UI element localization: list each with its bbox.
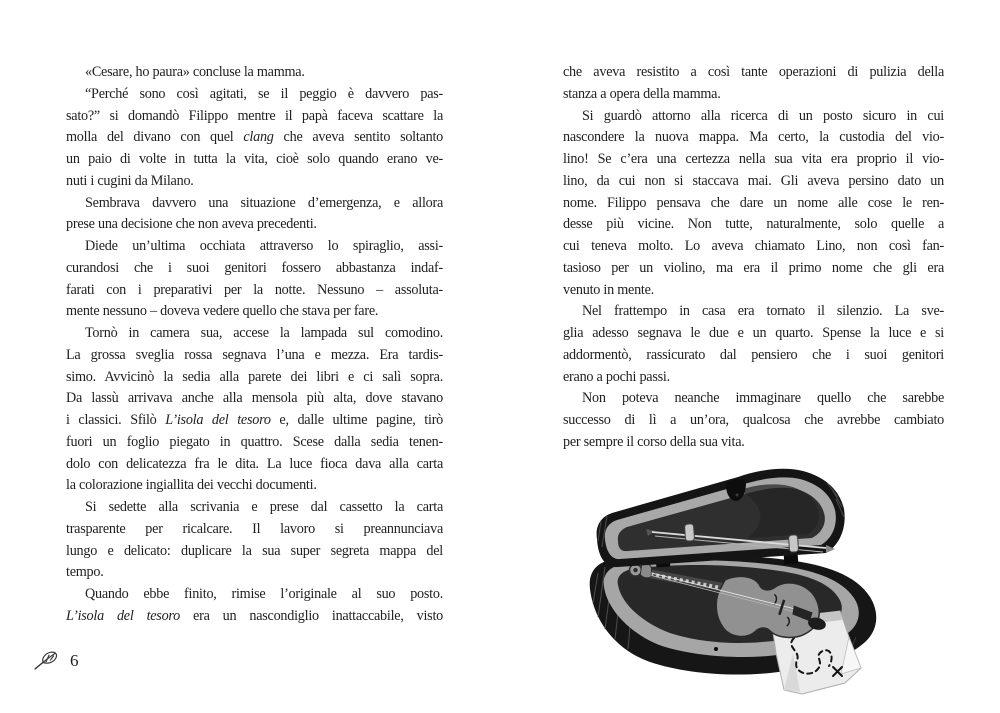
text-segment: tempo.	[66, 564, 104, 581]
text-line	[66, 214, 443, 236]
text-line	[563, 432, 944, 454]
text-line	[66, 367, 443, 389]
text-segment: mente nessuno – doveva vedere quello che stava per fare.	[66, 303, 379, 320]
text-line	[563, 193, 944, 215]
text-segment: stanza a opera della mamma.	[563, 85, 721, 102]
text-line	[563, 410, 944, 432]
text-line	[563, 280, 944, 302]
italic-text: L’isola del tesoro	[66, 607, 181, 624]
text-line	[66, 171, 443, 193]
text-segment: Diede un’ultima occhiata attraverso lo spiraglio, assi-	[85, 238, 443, 254]
text-line	[66, 236, 443, 258]
text-line	[66, 541, 443, 563]
text-segment: “Perché sono così agitati, se il peggio è davvero pas-	[85, 85, 443, 102]
text-segment: nascondere la nuova mappa. Ma certo, la custodia del vio-	[563, 129, 944, 146]
text-segment: sato?” si domandò Filippo mentre il papà faceva scattare la	[66, 107, 443, 124]
text-segment: cui teneva molto. Lo aveva chiamato Lino, non così fan-	[563, 238, 944, 254]
text-line	[563, 388, 944, 410]
text-line	[66, 323, 443, 345]
text-segment: desse più vicine. Non tutte, naturalmente, solo quelle a	[563, 216, 944, 233]
text-line	[563, 301, 944, 323]
text-line	[66, 562, 443, 584]
text-segment: Tornò in camera sua, accese la lampada sul comodino.	[85, 325, 443, 341]
case-lid	[597, 469, 845, 567]
italic-text: clang	[243, 129, 274, 146]
text-segment: era un nascondiglio inattaccabile, visto	[180, 607, 443, 624]
text-segment: «Cesare, ho paura» concluse la mamma.	[85, 64, 305, 80]
text-line	[66, 497, 443, 519]
text-line	[66, 475, 443, 497]
text-segment: che aveva resistito a così tante operazioni di pulizia della	[563, 64, 944, 80]
text-segment: i classici. Sfilò	[66, 412, 166, 428]
text-segment: Si sedette alla scrivania e prese dal cassetto la carta	[85, 499, 443, 515]
right-page-text-column	[563, 62, 944, 454]
page-footer	[33, 649, 79, 672]
text-line	[563, 127, 944, 149]
text-segment: Quando ebbe finito, rimise l’originale al suo posto.	[85, 586, 443, 602]
text-segment: lino! Se c’era una certezza nella sua vita era proprio il vio-	[563, 151, 944, 167]
text-segment: Sembrava davvero una situazione d’emergenza, e allora	[85, 194, 443, 211]
text-segment: La grossa sveglia rossa segnava l’una e mezza. Era tardis-	[66, 346, 443, 363]
text-segment: glia adesso segnava le due e un quarto. Spense la luce e si	[563, 325, 944, 341]
text-segment: curandosi che i suoi genitori fossero abbastanza indaf-	[66, 259, 443, 276]
text-segment: fuori un foglio piegato in quattro. Scese dalla sedia tenen-	[66, 433, 443, 450]
text-line	[563, 84, 944, 106]
text-line	[66, 149, 443, 171]
text-line	[66, 106, 443, 128]
text-line	[66, 519, 443, 541]
text-line	[66, 193, 443, 215]
text-segment: prese una decisione che non aveva precedenti.	[66, 216, 317, 233]
text-line	[66, 432, 443, 454]
text-line	[66, 301, 443, 323]
text-segment: molla del divano con quel	[66, 129, 244, 146]
text-line	[563, 345, 944, 367]
text-segment: lungo e delicato: duplicare la sua super segreta mappa del	[66, 542, 443, 559]
text-segment: nuti i cugini da Milano.	[66, 172, 194, 189]
text-segment: per sempre il corso della sua vita.	[563, 433, 745, 450]
text-segment: Nel frattempo in casa era tornato il silenzio. La sve-	[582, 303, 944, 320]
text-segment: nome. Filippo pensava che dare un nome alle cose le ren-	[563, 194, 944, 211]
page-number: 6	[70, 650, 79, 670]
text-line	[66, 258, 443, 280]
text-segment: Da lassù arrivava anche alla mensola più alta, dove stavano	[66, 390, 443, 407]
text-segment: venuto in mente.	[563, 281, 654, 298]
text-line	[66, 280, 443, 302]
text-line	[66, 410, 443, 432]
left-page-text-column	[66, 62, 443, 628]
text-line	[66, 345, 443, 367]
text-line	[66, 84, 443, 106]
text-segment: dolo con delicatezza fra le dita. La luce fioca dava alla carta	[66, 455, 443, 472]
text-segment: e, dalle ultime pagine, tirò	[270, 412, 444, 428]
text-segment: successo di lì a un’ora, qualcosa che avrebbe cambiato	[563, 412, 944, 428]
text-segment: lino, da cui non si staccava mai. Gli aveva persino dato un	[563, 172, 944, 189]
text-segment: che aveva sentito soltanto	[273, 129, 443, 146]
text-line	[563, 323, 944, 345]
text-line	[563, 214, 944, 236]
text-line	[563, 236, 944, 258]
violin-case-illustration	[588, 461, 893, 706]
text-segment: simo. Avvicinò la sedia alla parete dei libri e ci salì sopra.	[66, 368, 443, 385]
text-segment: Non poteva neanche immaginare quello che sarebbe	[582, 390, 944, 407]
text-line	[66, 584, 443, 606]
text-segment: erano a pochi passi.	[563, 368, 670, 385]
text-line	[563, 367, 944, 389]
text-line	[66, 454, 443, 476]
text-segment: farati con i preparativi per la notte. Nessuno – assoluta-	[66, 281, 443, 298]
text-line	[66, 127, 443, 149]
text-segment: tasioso per un violino, ma era il primo nome che gli era	[563, 259, 944, 276]
text-line	[563, 106, 944, 128]
text-line	[563, 62, 944, 84]
text-line	[66, 62, 443, 84]
text-segment: addormentò, rassicurato dal pensiero che i suoi genitori	[563, 346, 944, 363]
text-line	[563, 149, 944, 171]
text-line	[66, 388, 443, 410]
text-line	[66, 606, 443, 628]
text-line	[563, 258, 944, 280]
text-segment: un paio di volte in tutta la vita, cioè solo quando erano ve-	[66, 151, 443, 167]
text-segment: la colorazione ingiallita dei vecchi documenti.	[66, 477, 317, 494]
text-segment: Si guardò attorno alla ricerca di un posto sicuro in cui	[582, 107, 944, 124]
italic-text: L’isola del tesoro	[165, 412, 271, 428]
text-segment: trasparente per ricalcare. Il lavoro si preannunciava	[66, 520, 443, 537]
text-line	[563, 171, 944, 193]
quill-icon	[33, 649, 59, 672]
